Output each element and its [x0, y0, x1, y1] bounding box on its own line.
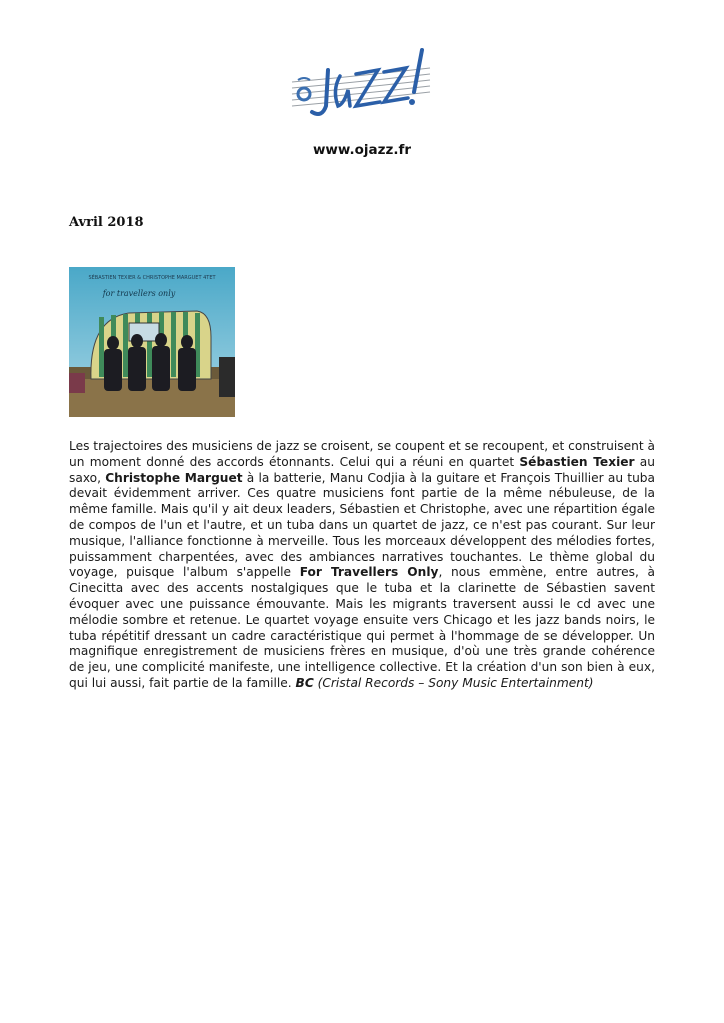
- article-text-3: à la batterie, Manu Codjia à la guitare et François Thuillier au tuba devait évidemment arriver. Ces quatre musiciens font partie de la même nébuleuse, de la même famille. Mais qu'il y ait deux leaders, Sébastien et Christophe, avec une répartition égale de compos de l'un et l'autre, et un tuba dans un quartet de jazz, ce n'est pas courant. Sur leur musique, l'alliance fonctionne à merveille. Tous les morceaux développent des mélodies fortes, puissamment charpentées, avec des ambiances narratives touchantes. Le thème global du voyage, puisque l'album s'appelle: [69, 470, 656, 580]
- musician-name-sebastien-texier: Sébastien Texier: [519, 454, 635, 469]
- cover-top-text: SÉBASTIEN TEXIER & CHRISTOPHE MARGUET 4TET: [88, 275, 216, 281]
- musician-name-christophe-marguet: Christophe Marguet: [105, 470, 243, 485]
- album-cover: [69, 267, 235, 417]
- article-text-2: au saxo,: [69, 454, 656, 485]
- review-date: Avril 2018: [69, 215, 144, 230]
- ojazz-logo: [290, 46, 432, 126]
- album-cover-image: [69, 267, 235, 417]
- record-label: (Cristal Records – Sony Music Entertainment): [313, 675, 594, 690]
- article-text-1: Les trajectoires des musiciens de jazz se croisent, se coupent et se recoupent, et construisent à un moment donné des accords étonnants. Celui qui a réuni en quartet: [69, 439, 655, 469]
- album-title: For Travellers Only: [299, 565, 439, 580]
- ojazz-logo-graphic: [290, 46, 432, 126]
- article-text-4: , nous emmène, entre autres, à Cinecitta avec des accents nostalgiques que le tuba et la clarinette de Sébastien savent évoquer avec une puissance émouvante. Mais les migrants traversent aussi le cd avec une mélodie sombre et retenue. Le quartet voyage ensuite vers Chicago et les jazz bands noirs, le tuba répétitif dressant un cadre caractéristique qui permet à l'hommage de se développer. Un magnifique enregistrement de musiciens frères en musique, d'où une très grande cohérence de jeu, une complicité manifeste, une intelligence collective. Et la création d'un son bien à eux, qui lui aussi, fait partie de la famille.: [69, 565, 655, 690]
- cover-title: for travellers only: [102, 289, 176, 298]
- review-author: BC: [295, 675, 314, 690]
- site-url[interactable]: www.ojazz.fr: [312, 142, 412, 158]
- review-article: [69, 439, 655, 692]
